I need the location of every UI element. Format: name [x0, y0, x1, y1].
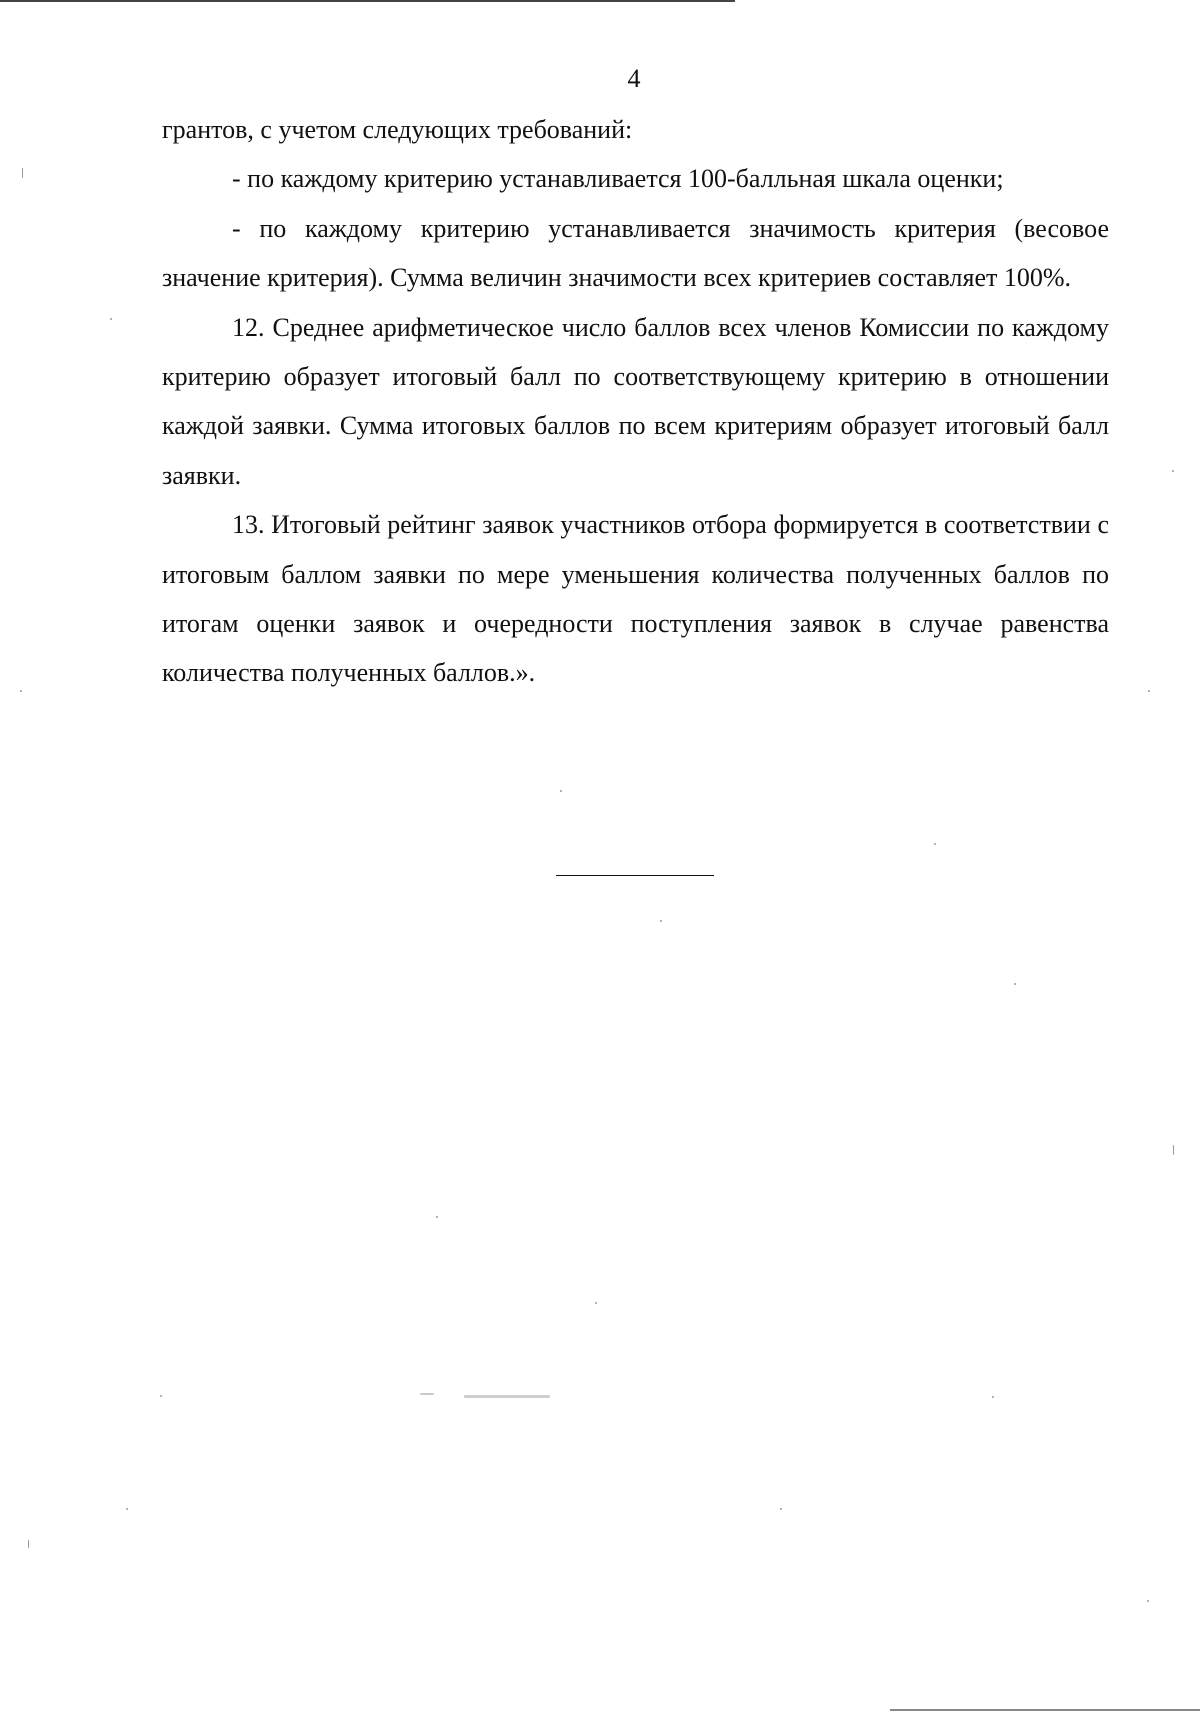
scan-speck	[934, 843, 936, 845]
paragraph-item-12: 12. Среднее арифметическое число баллов всех членов Комиссии по каждому критерию образует итоговый балл по соответствующему критерию в отношении каждой заявки. Сумма итоговых баллов по всем критериям образует итоговый балл заявки.	[162, 312, 1109, 490]
scan-speck	[560, 790, 562, 792]
scan-speck	[595, 1302, 597, 1304]
scan-speck	[464, 1395, 550, 1398]
scan-speck	[660, 920, 662, 922]
scan-speck	[22, 168, 23, 178]
paragraph-requirement-weight: - по каждому критерию устанавливается значимость критерия (весовое значение критерия). Сумма величин значимости всех критериев составляет 100%.	[162, 213, 1109, 293]
scan-speck	[28, 1540, 29, 1548]
scan-edge-bottom	[890, 1709, 1200, 1711]
paragraph-continuation: грантов, с учетом следующих требований:	[162, 115, 633, 144]
scan-speck	[20, 690, 22, 692]
scan-speck	[420, 1393, 434, 1395]
scan-speck	[126, 1508, 128, 1510]
page-number: 4	[627, 64, 641, 93]
scan-speck	[1147, 1600, 1149, 1602]
scan-speck	[1172, 470, 1174, 472]
scan-speck	[780, 1508, 782, 1510]
scan-edge-top	[0, 0, 735, 2]
scan-speck	[1148, 690, 1150, 692]
scan-speck	[160, 1395, 162, 1397]
body-text	[162, 105, 1109, 698]
scan-speck	[1173, 1145, 1174, 1155]
end-divider-line	[556, 875, 714, 876]
scan-speck	[1014, 983, 1016, 985]
scan-speck	[436, 1216, 438, 1218]
scan-speck	[110, 318, 112, 320]
paragraph-requirement-scale: - по каждому критерию устанавливается 100-балльная шкала оценки;	[232, 164, 1004, 194]
scan-speck	[992, 1396, 994, 1398]
paragraph-item-13: 13. Итоговый рейтинг заявок участников отбора формируется в соответствии с итоговым баллом заявки по мере уменьшения количества полученных баллов по итогам оценки заявок и очередности поступления заявок в случае равенства количества полученных баллов.».	[162, 510, 1109, 688]
